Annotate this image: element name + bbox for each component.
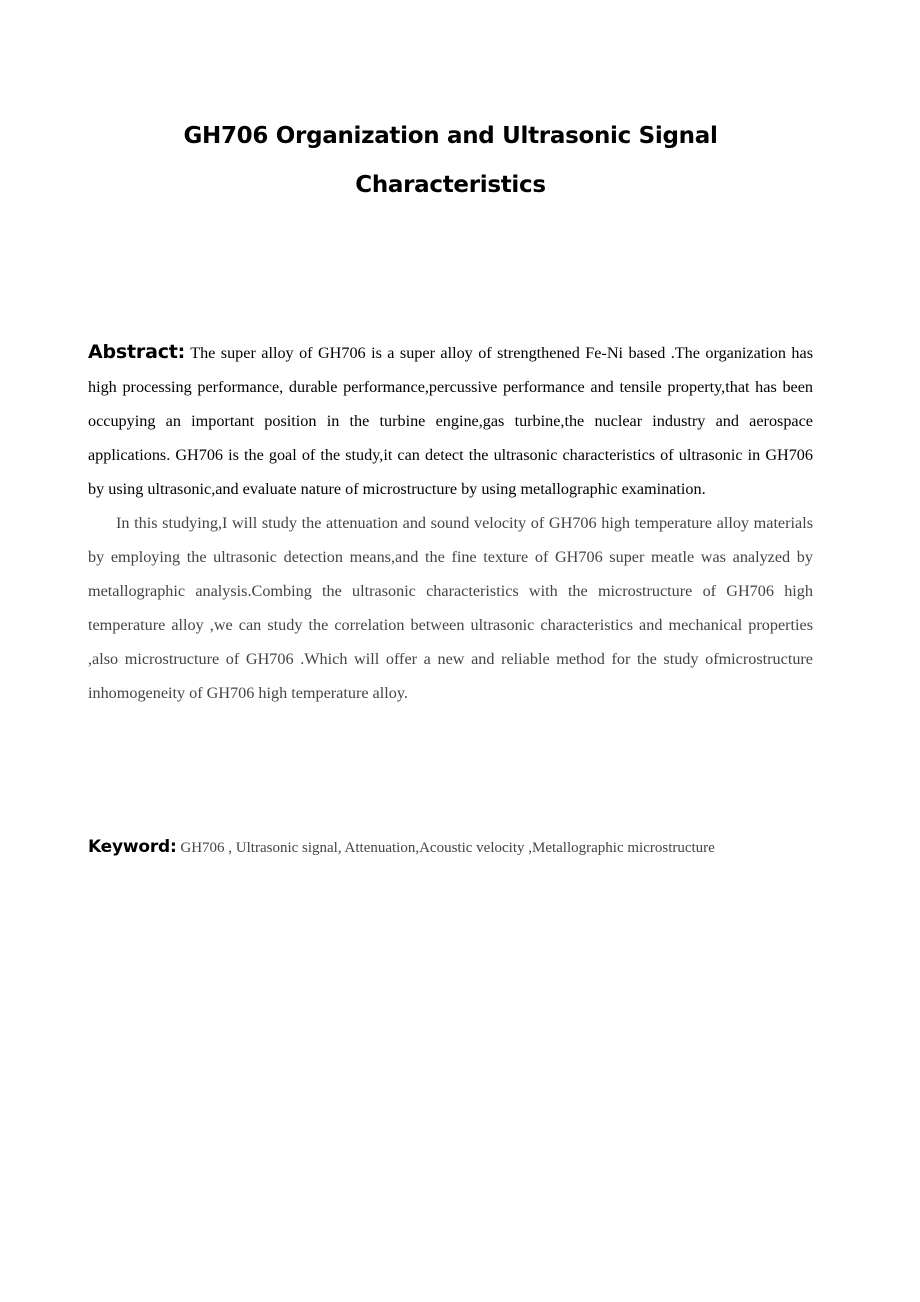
keyword-section [88,832,813,863]
abstract-section [88,335,813,710]
abstract-label: Abstract: [88,341,186,363]
title-line-1: GH706 Organization and Ultrasonic Signal [183,123,718,149]
page-title [88,112,813,210]
keyword-list: GH706 , Ultrasonic signal, Attenuation,Acoustic velocity ,Metallographic microstructure [180,840,715,856]
abstract-paragraph-1 [88,335,813,506]
abstract-paragraph-2: In this studying,I will study the attenuation and sound velocity of GH706 high temperature alloy materials by employing the ultrasonic detection means,and the fine texture of GH706 super meatle was analyzed by metallographic analysis.Combing the ultrasonic characteristics with the microstructure of GH706 high temperature alloy ,we can study the correlation between ultrasonic characteristics and mechanical properties ,also microstructure of GH706 .Which will offer a new and reliable method for the study ofmicrostructure inhomogeneity of GH706 high temperature alloy. [88,514,813,702]
abstract-text-1: The super alloy of GH706 is a super alloy of strengthened Fe-Ni based .The organization has high processing performance, durable performance,percussive performance and tensile property,that has been occupying an important position in the turbine engine,gas turbine,the nuclear industry and aerospace applications. GH706 is the goal of the study,it can detect the ultrasonic characteristics of ultrasonic in GH706 by using ultrasonic,and evaluate nature of microstructure by using metallographic examination. [88,344,813,498]
title-line-2: Characteristics [355,172,546,198]
keyword-label: Keyword: [88,837,177,857]
